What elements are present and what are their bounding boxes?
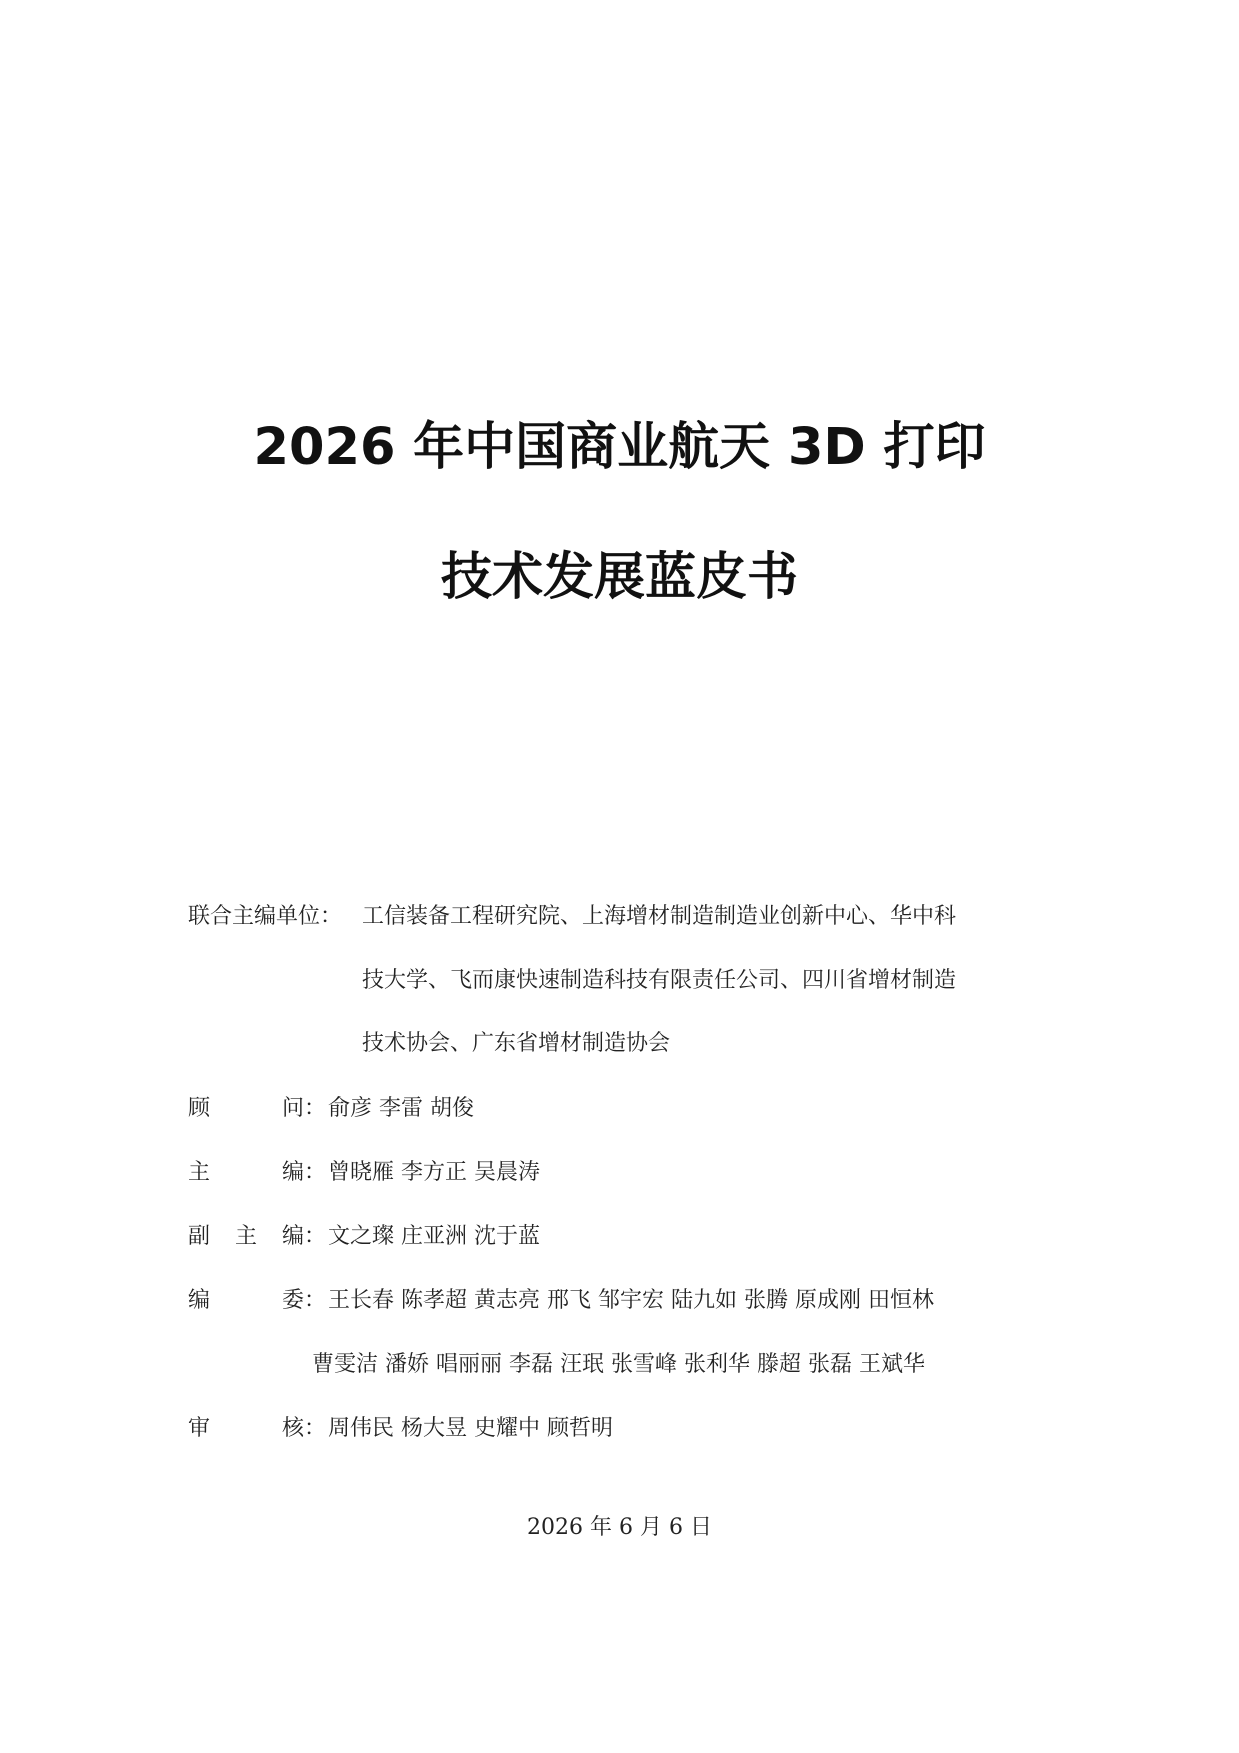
publication-date: 2026 年 6 月 6 日 xyxy=(527,1515,712,1540)
committee-names-line-1: 王长春 陈孝超 黄志亮 邢飞 邹宇宏 陆九如 张腾 原成刚 田恒林 xyxy=(328,1288,934,1313)
advisor-label xyxy=(188,1094,326,1124)
reviewer-names: 周伟民 杨大昱 史耀中 顾哲明 xyxy=(328,1416,613,1441)
joint-editors-line-2: 技大学、飞而康快速制造科技有限责任公司、四川省增材制造 xyxy=(362,968,957,993)
joint-editors-line-1: 工信装备工程研究院、上海增材制造制造业创新中心、华中科 xyxy=(362,904,957,929)
reviewer-label xyxy=(188,1414,326,1444)
joint-editors-row xyxy=(188,902,957,932)
advisor-label-char-1: 顾 xyxy=(188,1096,211,1121)
advisor-label-char-2: 问： xyxy=(281,1096,326,1121)
deputy-editor-label-char-3: 编： xyxy=(281,1224,326,1249)
deputy-editor-names: 文之璨 庄亚洲 沈于蓝 xyxy=(328,1224,540,1249)
advisor-names: 俞彦 李雷 胡俊 xyxy=(328,1096,474,1121)
deputy-editor-label xyxy=(188,1222,326,1252)
deputy-editor-label-char-2: 主 xyxy=(234,1224,257,1249)
committee-label xyxy=(188,1286,326,1316)
document-title-line-1: 2026 年中国商业航天 3D 打印 xyxy=(253,418,986,477)
joint-editors-label: 联合主编单位： xyxy=(188,904,343,929)
reviewer-label-char-2: 核： xyxy=(281,1416,326,1441)
document-title-line-2: 技术发展蓝皮书 xyxy=(440,548,798,607)
reviewer-label-char-1: 审 xyxy=(188,1416,211,1441)
chief-editor-label xyxy=(188,1158,326,1188)
committee-names-line-2: 曹雯洁 潘娇 唱丽丽 李磊 汪珉 张雪峰 张利华 滕超 张磊 王斌华 xyxy=(312,1352,925,1377)
committee-label-char-2: 委： xyxy=(281,1288,326,1313)
joint-editors-line-3: 技术协会、广东省增材制造协会 xyxy=(362,1031,671,1056)
deputy-editor-label-char-1: 副 xyxy=(188,1224,211,1249)
chief-editor-label-char-1: 主 xyxy=(188,1160,211,1185)
chief-editor-label-char-2: 编： xyxy=(281,1160,326,1185)
chief-editor-names: 曾晓雁 李方正 吴晨涛 xyxy=(328,1160,540,1185)
committee-label-char-1: 编 xyxy=(188,1288,211,1313)
